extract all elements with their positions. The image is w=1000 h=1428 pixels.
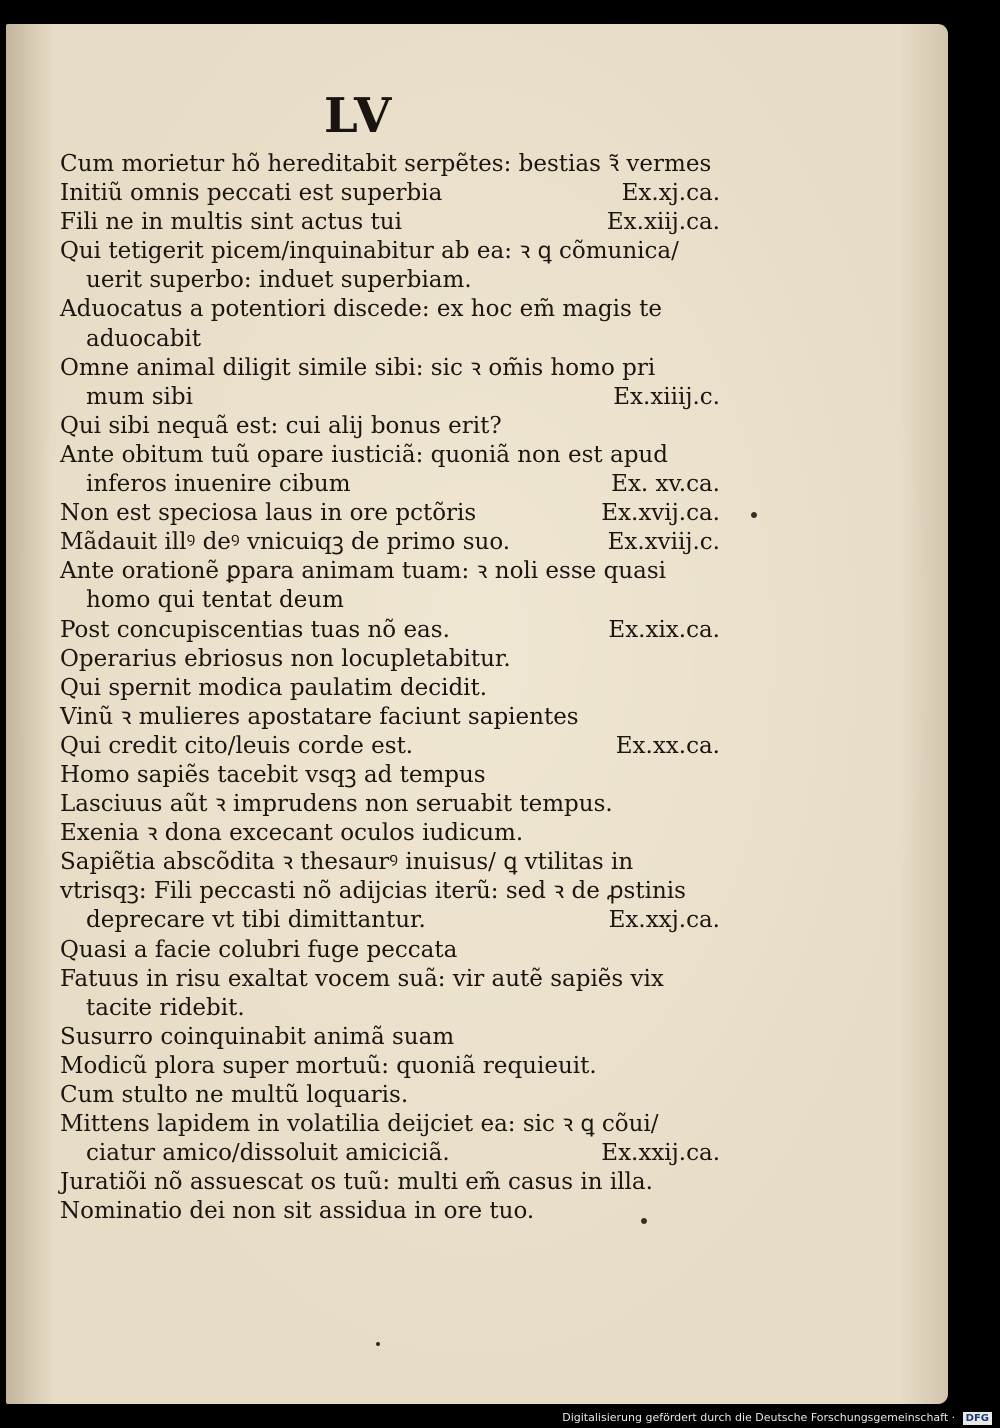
text-line (60, 1168, 720, 1197)
chapter-reference: Ex.xj.ca. (621, 180, 720, 207)
text-line (60, 1197, 720, 1226)
line-text: Susurro coinquinabit animã suam (60, 1023, 455, 1050)
text-line (60, 1110, 720, 1139)
text-block (60, 150, 720, 1226)
line-text: deprecare vt tibi dimittantur. (86, 907, 426, 934)
text-line (60, 586, 720, 615)
line-text: homo qui tentat deum (86, 587, 344, 614)
line-text: Vinũ ꝛ mulieres apostatare faciunt sapientes (60, 703, 579, 730)
line-text: Sapiẽtia abscõdita ꝛ thesaurꝰ inuisus/ ꝗ vtilitas in (60, 849, 634, 876)
ink-speck (376, 1342, 380, 1346)
chapter-reference: Ex.xix.ca. (608, 616, 720, 643)
text-line (60, 383, 720, 412)
text-line (60, 557, 720, 586)
line-text: Omne animal diligit simile sibi: sic ꝛ om̃is homo pri (60, 354, 656, 381)
line-text: Juratiõi nõ assuescat os tuũ: multi em̃ casus in illa. (60, 1169, 653, 1196)
line-text: Fatuus in risu exaltat vocem suã: vir autẽ sapiẽs vix (60, 965, 664, 992)
line-text: Qui credit cito/leuis corde est. (60, 732, 414, 759)
text-line (60, 441, 720, 470)
line-text: Quasi a facie colubri fuge peccata (60, 936, 458, 963)
ink-speck (751, 512, 757, 518)
dfg-logo: DFG (963, 1412, 992, 1425)
folio-number: LV (324, 88, 394, 144)
line-text: Mittens lapidem in volatilia deijciet ea: sic ꝛ ꝗ cõui/ (60, 1111, 659, 1138)
line-text: Cum stulto ne multũ loquaris. (60, 1082, 409, 1108)
line-text: Initiũ omnis peccati est superbia (60, 180, 443, 207)
text-line (60, 819, 720, 848)
text-line (60, 354, 720, 383)
footer-credit (562, 1411, 992, 1425)
text-line (60, 848, 720, 877)
line-text: Exenia ꝛ dona excecant oculos iudicum. (60, 820, 524, 847)
text-line (60, 208, 720, 237)
line-text: Ante obitum tuũ opare iusticiã: quoniã non est apud (60, 441, 668, 468)
funding-text: Digitalisierung gefördert durch die Deutsche Forschungsgemeinschaft · (562, 1411, 956, 1424)
chapter-reference: Ex.xiiij.c. (613, 383, 720, 410)
text-line (60, 732, 720, 761)
text-line (60, 150, 720, 179)
chapter-reference: Ex. xv.ca. (611, 471, 720, 498)
chapter-reference: Ex.xxij.ca. (601, 1140, 720, 1167)
text-line (60, 616, 720, 645)
text-line (60, 645, 720, 674)
line-text: Aduocatus a potentiori discede: ex hoc em̃ magis te (60, 296, 662, 323)
line-text: Fili ne in multis sint actus tui (60, 209, 402, 236)
book-page (6, 24, 948, 1404)
text-line (60, 499, 720, 528)
line-text: uerit superbo: induet superbiam. (86, 267, 472, 294)
text-line (60, 1052, 720, 1081)
text-line (60, 906, 720, 935)
chapter-reference: Ex.xviij.c. (607, 529, 720, 556)
text-line (60, 703, 720, 732)
line-text: Operarius ebriosus non locupletabitur. (60, 645, 511, 672)
text-line (60, 295, 720, 324)
text-line (60, 877, 720, 906)
line-text: Qui sibi nequã est: cui alij bonus erit? (60, 412, 502, 439)
text-line (60, 761, 720, 790)
line-text: Cum morietur hõ hereditabit serpẽtes: bestias ꝛ̃ vermes (60, 151, 712, 177)
line-text: aduocabit (86, 325, 202, 352)
text-line (60, 1023, 720, 1052)
text-line (60, 237, 720, 266)
text-line (60, 412, 720, 441)
text-line (60, 266, 720, 295)
line-text: Lasciuus aũt ꝛ imprudens non seruabit tempus. (60, 791, 613, 818)
line-text: vtrisqꝫ: Fili peccasti nõ adijcias iterũ: sed ꝛ de ꝓstinis (60, 878, 686, 905)
text-line (60, 936, 720, 965)
chapter-reference: Ex.xxj.ca. (608, 907, 720, 934)
line-text: Non est speciosa laus in ore pctõris (60, 500, 477, 527)
text-line (60, 965, 720, 994)
chapter-reference: Ex.xiij.ca. (606, 209, 720, 236)
line-text: Mãdauit illꝰ deꝰ vnicuiqꝫ de primo suo. (60, 529, 511, 556)
line-text: Ante orationẽ ꝑpara animam tuam: ꝛ noli esse quasi (60, 558, 666, 585)
ink-speck (641, 1218, 647, 1224)
line-text: Qui tetigerit picem/inquinabitur ab ea: ꝛ ꝗ cõmunica/ (60, 238, 679, 265)
text-line (60, 179, 720, 208)
text-line (60, 325, 720, 354)
line-text: ciatur amico/dissoluit amiciciã. (86, 1140, 450, 1167)
text-line (60, 1081, 720, 1110)
text-line (60, 470, 720, 499)
line-text: Post concupiscentias tuas nõ eas. (60, 616, 450, 643)
text-line (60, 790, 720, 819)
chapter-reference: Ex.xvij.ca. (601, 500, 720, 527)
line-text: mum sibi (86, 383, 193, 410)
line-text: Homo sapiẽs tacebit vsqꝫ ad tempus (60, 761, 486, 788)
text-line (60, 528, 720, 557)
line-text: inferos inuenire cibum (86, 471, 351, 498)
text-line (60, 1139, 720, 1168)
line-text: Nominatio dei non sit assidua in ore tuo. (60, 1198, 535, 1225)
line-text: tacite ridebit. (86, 994, 245, 1021)
text-line (60, 994, 720, 1023)
line-text: Qui spernit modica paulatim decidit. (60, 674, 488, 701)
text-line (60, 674, 720, 703)
line-text: Modicũ plora super mortuũ: quoniã requieuit. (60, 1052, 597, 1079)
chapter-reference: Ex.xx.ca. (615, 732, 720, 759)
